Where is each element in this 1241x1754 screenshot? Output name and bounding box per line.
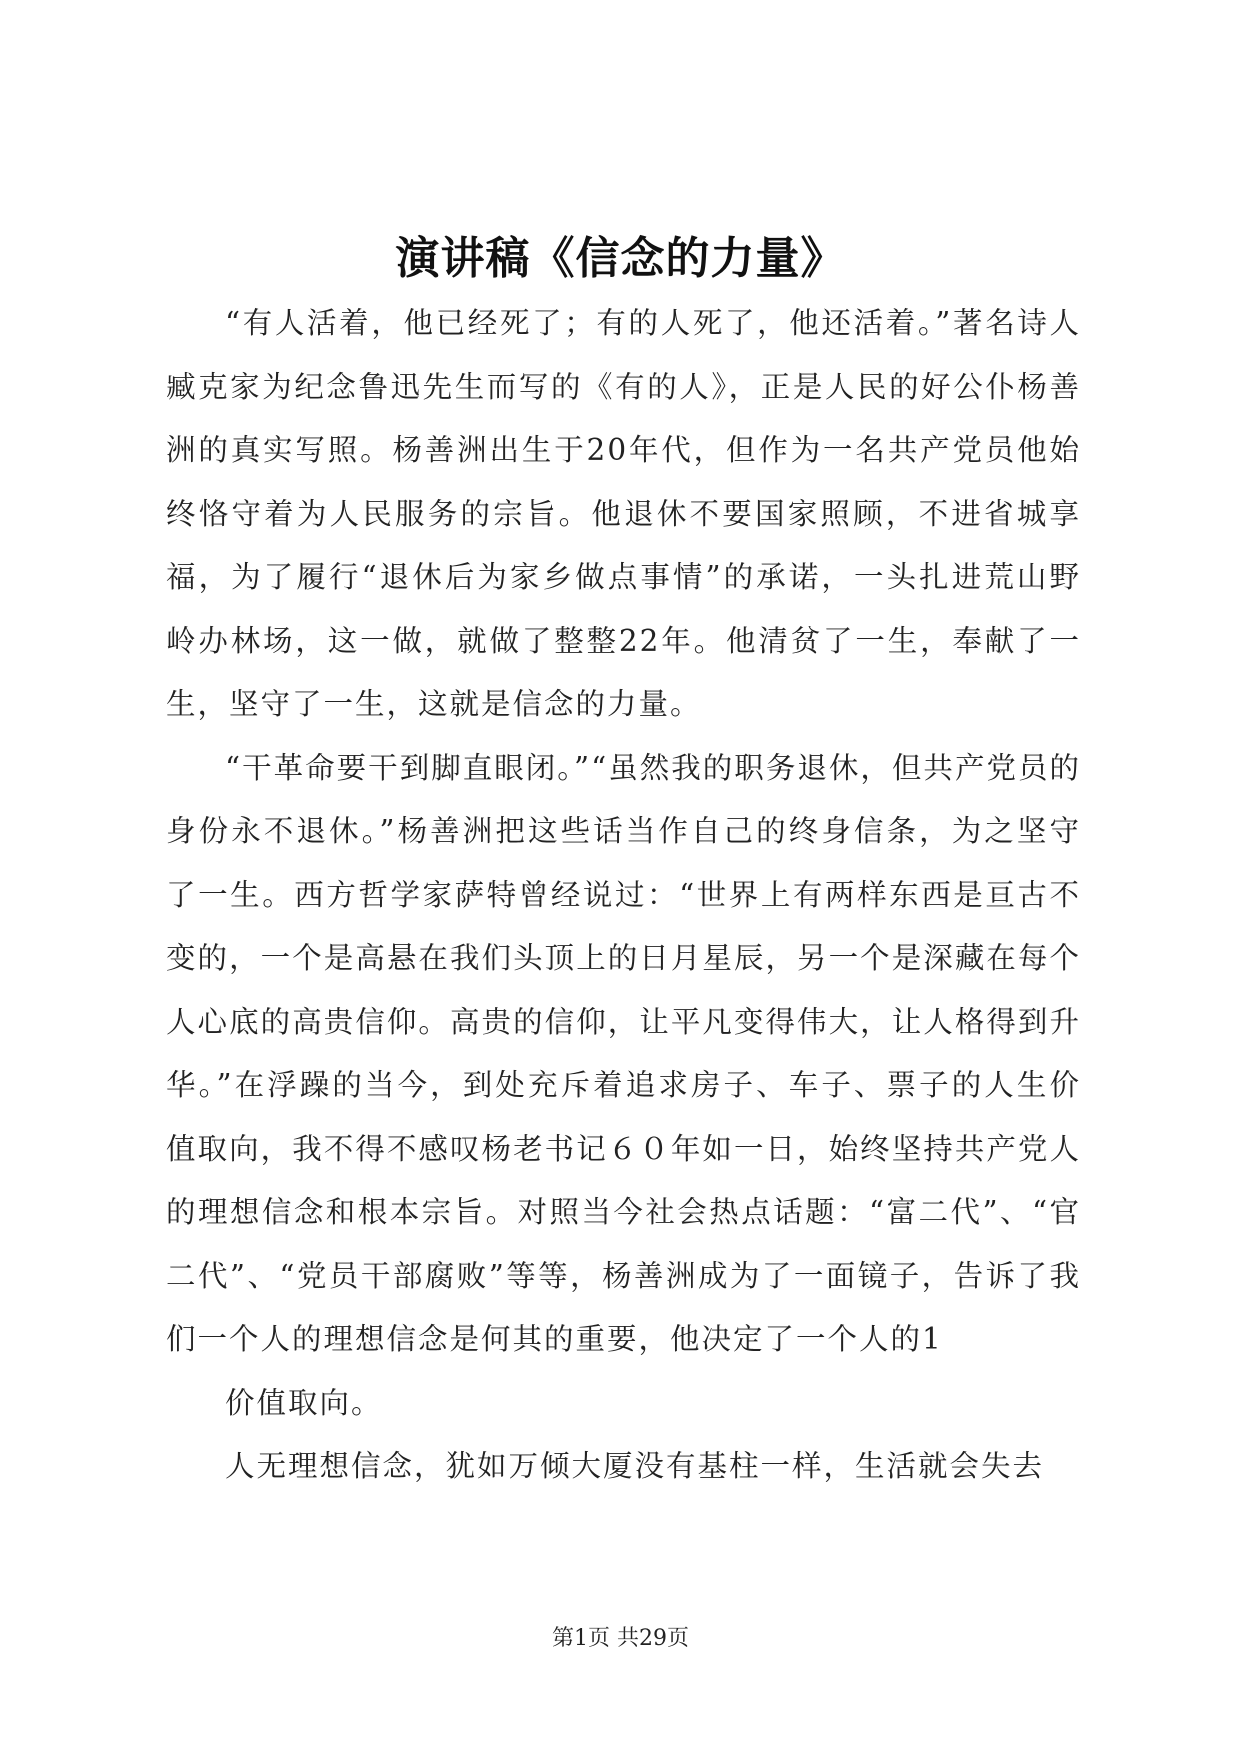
paragraph-3: 价值取向。 — [225, 1385, 383, 1420]
paragraph-2: “干革命要干到脚直眼闭。”“虽然我的职务退休，但共产党员的身份永不退休。”杨善洲把这些话当作自己的终身信条，为之坚守了一生。西方哲学家萨特曾经说过：“世界上有两样东西是亘古不变的，一个是高悬在我们头顶上的日月星辰，另一个是深藏在每个人心底的高贵信仰。高贵的信仰，让平凡变得伟大，让人格得到升华。”在浮躁的当今，到处充斥着追求房子、车子、票子的人生价值取向，我不得不感叹杨老书记６０年如一日，始终坚持共产党人的理想信念和根本宗旨。对照当今社会热点话题：“富二代”、“官二代”、“党员干部腐败”等等，杨善洲成为了一面镜子，告诉了我们一个人的理想信念是何其的重要，他决定了一个人的1 — [166, 750, 1081, 1356]
page-number-footer: 第1页 共29页 — [552, 1626, 689, 1651]
paragraph-1: “有人活着，他已经死了；有的人死了，他还活着。”著名诗人臧克家为纪念鲁迅先生而写的《有的人》，正是人民的好公仆杨善洲的真实写照。杨善洲出生于20年代，但作为一名共产党员他始终恪守着为人民服务的宗旨。他退休不要国家照顾，不进省城享福，为了履行“退休后为家乡做点事情”的承诺，一头扎进荒山野岭办林场，这一做，就做了整整22年。他清贫了一生，奉献了一生，坚守了一生，这就是信念的力量。 — [166, 306, 1081, 721]
document-title: 演讲稿《信念的力量》 — [395, 233, 846, 284]
document-body — [166, 292, 1081, 1499]
paragraph-4: 人无理想信念，犹如万倾大厦没有基柱一样，生活就会失去 — [225, 1449, 1045, 1483]
